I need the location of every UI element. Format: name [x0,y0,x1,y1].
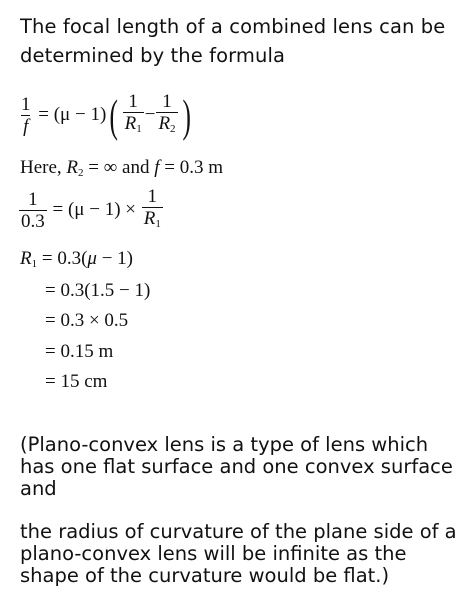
open-paren: ( [109,89,119,141]
step-4: = 0.15 m [45,341,114,362]
intro-paragraph: The focal length of a combined lens can be determined by the formula [20,15,446,67]
lhs-fraction [19,95,33,137]
note-paragraph-2: the radius of curvature of the plane side of a plano-convex lens will be infinite as the shape of the curvature would be flat.) [20,520,457,587]
lhs2-numerator: 1 [28,188,38,210]
substituted-formula [18,187,164,234]
step-3: = 0.3 × 0.5 [45,310,129,331]
given-values: Here, $R_2$ = ∞ and f = 0.3 m [20,157,224,179]
lhs-denominator: f [23,115,29,137]
minus-sign: − [144,103,156,125]
r1-denominator: $R_1$ [123,112,144,139]
rhs2-fraction [142,187,163,234]
r2-fraction [156,92,177,139]
r2-denominator: $R_2$ [156,112,177,139]
rhs2-denominator: $R_1$ [142,207,163,234]
formula-middle: = (μ − 1) [38,103,107,125]
lhs2-denominator: 0.3 [21,210,45,232]
close-paren: ) [181,89,191,141]
formula2-middle: = (μ − 1) × [52,198,141,220]
step-2: = 0.3(1.5 − 1) [45,280,151,301]
lhs-numerator: 1 [21,93,31,115]
r1-numerator: 1 [128,91,138,112]
rhs2-numerator: 1 [147,186,158,207]
step-5: = 15 cm [45,371,108,392]
r2-numerator: 1 [162,91,172,112]
step-1: $R_1 = 0.3(\mu - 1)$ [20,248,133,270]
lens-formula [18,89,194,141]
r1-fraction [123,92,144,139]
lhs2-fraction [19,190,47,232]
note-paragraph-1: (Plano-convex lens is a type of lens which has one flat surface and one convex surface and [20,433,453,500]
